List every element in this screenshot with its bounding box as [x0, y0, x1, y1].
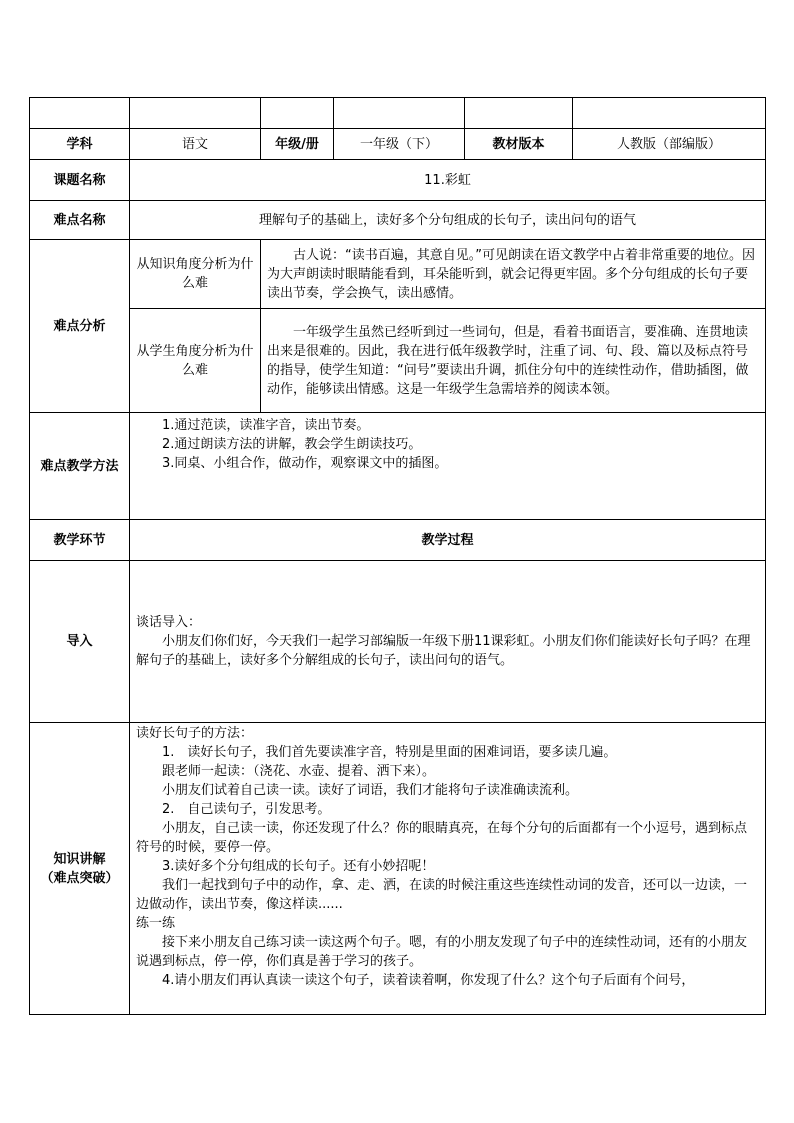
knowledge-angle-text — [261, 240, 766, 309]
knowledge-line: 跟老师一起读：（浇花、水壶、提着、洒下来）。 — [162, 764, 436, 779]
intro-label: 导入 — [30, 561, 130, 723]
knowledge-line: 1. 读好长句子，我们首先要读准字音，特别是里面的困难词语，要多读几遍。 — [162, 745, 617, 760]
subject-value: 语文 — [130, 129, 261, 160]
knowledge-label-sub: （难点突破） — [40, 870, 119, 886]
intro-content — [130, 561, 766, 723]
intro-paragraph: 小朋友们你们好，今天我们一起学习部编版一年级下册11课彩虹。小朋友们你们能读好长句子吗？在理解句子的基础上，读好多个分解组成的长句子，读出问句的语气。 — [136, 634, 751, 668]
student-angle-text — [261, 309, 766, 413]
intro-row — [30, 561, 766, 723]
grade-value: 一年级（下） — [334, 129, 465, 160]
method-item: 1.通过范读，读准字音，读出节奏。 — [162, 418, 370, 433]
knowledge-practice-heading: 练一练 — [136, 916, 176, 931]
student-angle-paragraph: 一年级学生虽然已经听到过一些词句，但是，看着书面语言，要准确、连贯地读出来是很难的。因此，我在进行低年级教学时，注重了词、句、段、篇以及标点符号的指导，使学生知道：“问号”要读出升调，抓住分句中的连续性动作，借助插图，做动作，能够读出情感。这是一年级学生急需培养的阅读本领。 — [267, 324, 749, 397]
difficulty-value: 理解句子的基础上，读好多个分句组成的长句子，读出问句的语气 — [130, 201, 766, 240]
process-stage-label: 教学环节 — [30, 520, 130, 561]
course-row — [30, 160, 766, 201]
edition-label: 教材版本 — [465, 129, 573, 160]
knowledge-line: 我们一起找到句子中的动作，拿、走、洒，在读的时候注重这些连续性动词的发音，还可以一边读，一边做动作，读出节奏，像这样读...... — [136, 878, 748, 912]
method-item: 2.通过朗读方法的讲解，教会学生朗读技巧。 — [162, 437, 422, 452]
intro-heading: 谈话导入： — [136, 615, 202, 630]
process-header-row — [30, 520, 766, 561]
knowledge-content — [130, 723, 766, 1015]
course-value: 11.彩虹 — [130, 160, 766, 201]
knowledge-label: 知识讲解 — [53, 851, 106, 867]
subject-label: 学科 — [30, 129, 130, 160]
analysis-student-row — [30, 309, 766, 413]
analysis-knowledge-row — [30, 240, 766, 309]
knowledge-line: 接下来小朋友自己练习读一读这两个句子。嗯，有的小朋友发现了句子中的连续性动词，还有的小朋友说遇到标点，停一停，你们真是善于学习的孩子。 — [136, 935, 748, 969]
grade-label: 年级/册 — [261, 129, 334, 160]
student-angle-label: 从学生角度分析为什么难 — [130, 309, 261, 413]
knowledge-line: 2. 自己读句子，引发思考。 — [162, 802, 331, 817]
knowledge-angle-paragraph: 古人说：“读书百遍，其意自见。”可见朗读在语文教学中占着非常重要的地位。因为大声朗读时眼睛能看到，耳朵能听到，就会记得更牢固。多个分句组成的长句子要读出节奏，学会换气，读出感情。 — [267, 247, 755, 301]
methods-content — [130, 413, 766, 520]
method-item: 3.同桌、小组合作，做动作，观察课文中的插图。 — [162, 456, 448, 471]
knowledge-angle-label: 从知识角度分析为什么难 — [130, 240, 261, 309]
knowledge-line: 小朋友们试着自己读一读。读好了词语，我们才能将句子读准确读流利。 — [162, 783, 579, 798]
methods-row — [30, 413, 766, 520]
difficulty-row — [30, 201, 766, 240]
edition-value: 人教版（部编版） — [573, 129, 766, 160]
course-label: 课题名称 — [30, 160, 130, 201]
lesson-plan-table — [29, 97, 766, 1015]
methods-label: 难点教学方法 — [30, 413, 130, 520]
knowledge-heading: 读好长句子的方法： — [136, 726, 254, 741]
knowledge-label-cell — [30, 723, 130, 1015]
subject-row — [30, 129, 766, 160]
blank-top-row — [30, 98, 766, 129]
knowledge-line: 小朋友，自己读一读，你还发现了什么？你的眼睛真亮，在每个分句的后面都有一个小逗号，遇到标点符号的时候，要停一停。 — [136, 821, 748, 855]
analysis-label: 难点分析 — [30, 240, 130, 413]
knowledge-row — [30, 723, 766, 1015]
knowledge-line: 3.读好多个分句组成的长句子。还有小妙招呢！ — [162, 859, 435, 874]
difficulty-label: 难点名称 — [30, 201, 130, 240]
process-title: 教学过程 — [130, 520, 766, 561]
knowledge-line: 4.请小朋友们再认真读一读这个句子，读着读着啊，你发现了什么？这个句子后面有个问号， — [162, 973, 695, 988]
